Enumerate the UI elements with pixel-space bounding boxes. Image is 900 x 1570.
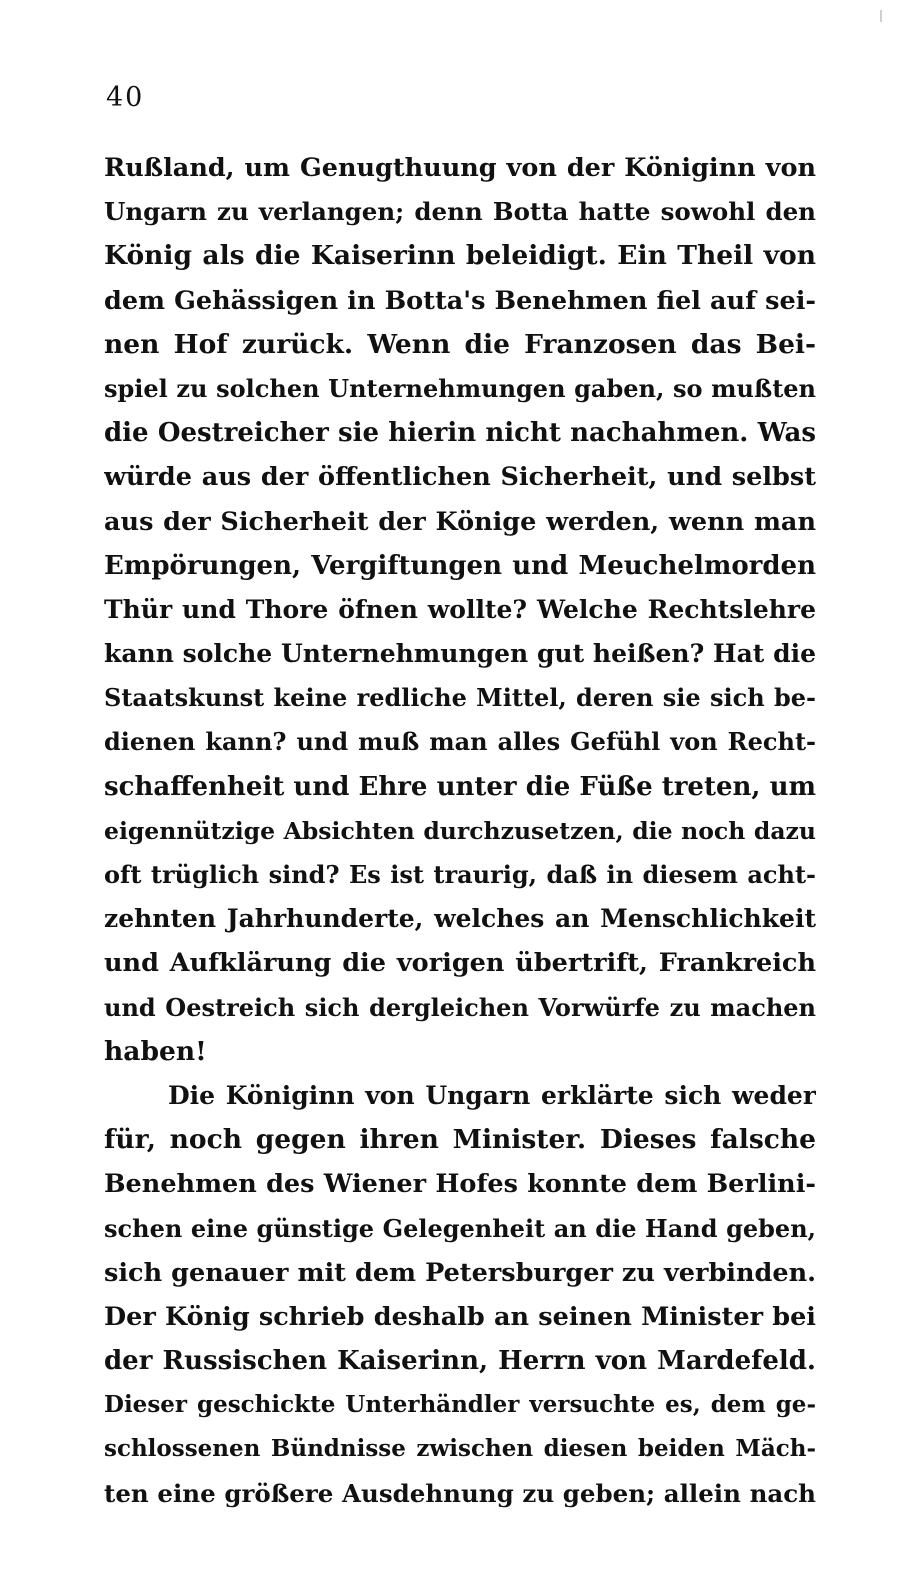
text-line: zehnten Jahrhunderte, welches an Menschlichkeit xyxy=(104,904,816,934)
text-line: eigennützige Absichten durchzusetzen, die noch dazu xyxy=(104,816,816,845)
text-line: Ungarn zu verlangen; denn Botta hatte sowohl den xyxy=(104,197,816,227)
text-line: nen Hof zurück. Wenn die Franzosen das Bei- xyxy=(104,328,816,360)
text-line: dienen kann? und muß man alles Gefühl von Recht- xyxy=(104,727,816,757)
text-line: Die Königinn von Ungarn erklärte sich weder xyxy=(168,1080,816,1110)
text-line: spiel zu solchen Unternehmungen gaben, so mußten xyxy=(104,373,816,403)
text-line: Rußland, um Genugthuung von der Königinn von xyxy=(104,153,816,183)
text-line: schaffenheit und Ehre unter die Füße treten, um xyxy=(104,771,816,802)
text-line: und Oestreich sich dergleichen Vorwürfe zu machen xyxy=(104,992,816,1022)
paragraph-2 xyxy=(104,1074,816,1516)
text-line: Thür und Thore öfnen wollte? Welche Rechtslehre xyxy=(104,594,816,624)
paragraph-1 xyxy=(104,146,816,1074)
text-line: oft trüglich sind? Es ist traurig, daß in diesem acht- xyxy=(104,860,816,889)
text-line: ten eine größere Ausdehnung zu geben; allein nach xyxy=(104,1478,816,1508)
text-line: der Russischen Kaiserinn, Herrn von Mardefeld. xyxy=(104,1346,816,1377)
text-line: Dieser geschickte Unterhändler versuchte es, dem ge- xyxy=(104,1391,816,1419)
text-line: aus der Sicherheit der Könige werden, wenn man xyxy=(104,506,816,537)
text-line: Empörungen, Vergiftungen und Meuchelmorden xyxy=(104,550,816,581)
text-line: haben! xyxy=(104,1035,207,1067)
text-line: sich genauer mit dem Petersburger zu verbinden. xyxy=(104,1257,816,1288)
text-line: für, noch gegen ihren Minister. Dieses falsche xyxy=(104,1124,816,1156)
scan-mark xyxy=(880,10,882,22)
body-text xyxy=(104,146,816,1516)
text-line: Staatskunst keine redliche Mittel, deren sie sich be- xyxy=(104,683,816,713)
text-line: dem Gehässigen in Botta's Benehmen fiel auf sei- xyxy=(104,285,816,316)
text-line: König als die Kaiserinn beleidigt. Ein Theil von xyxy=(104,240,816,272)
page-number: 40 xyxy=(106,82,145,113)
text-line: würde aus der öffentlichen Sicherheit, und selbst xyxy=(104,462,816,493)
text-line: kann solche Unternehmungen gut heißen? Hat die xyxy=(104,639,816,669)
text-line: schlossenen Bündnisse zwischen diesen beiden Mäch- xyxy=(104,1435,816,1463)
text-line: die Oestreicher sie hierin nicht nachahmen. Was xyxy=(104,418,816,449)
text-line: Der König schrieb deshalb an seinen Minister bei xyxy=(104,1301,816,1332)
text-line: Benehmen des Wiener Hofes konnte dem Berlini- xyxy=(104,1169,816,1200)
text-line: und Aufklärung die vorigen übertrift, Frankreich xyxy=(104,948,816,979)
text-line: schen eine günstige Gelegenheit an die Hand geben, xyxy=(104,1213,816,1243)
